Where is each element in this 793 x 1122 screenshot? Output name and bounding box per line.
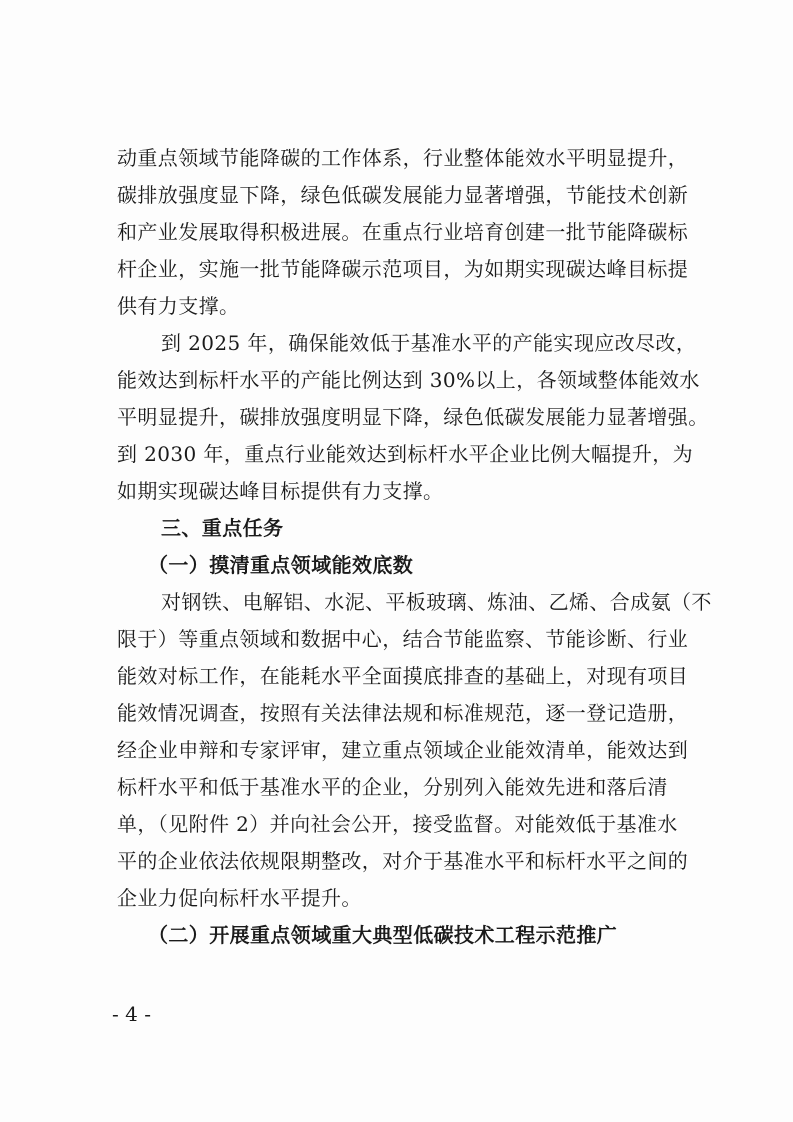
- paragraph-line: 杆企业，实施一批节能降碳示范项目，为如期实现碳达峰目标提: [117, 257, 689, 281]
- paragraph-line: 动重点领域节能降碳的工作体系，行业整体能效水平明显提升，: [117, 146, 689, 170]
- section-heading: 三、重点任务: [161, 516, 284, 540]
- paragraph-line: 标杆水平和低于基准水平的企业，分别列入能效先进和落后清: [117, 775, 668, 799]
- paragraph-line: 到 2025 年，确保能效低于基准水平的产能实现应改尽改，: [161, 331, 697, 355]
- subsection-heading: （二）开展重点领域重大典型低碳技术工程示范推广: [148, 923, 618, 947]
- paragraph-line: 如期实现碳达峰目标提供有力支撑。: [117, 479, 444, 503]
- paragraph-line: 和产业发展取得积极进展。在重点行业培育创建一批节能降碳标: [117, 220, 689, 244]
- paragraph-line: 对钢铁、电解铝、水泥、平板玻璃、炼油、乙烯、合成氨（不: [161, 590, 712, 614]
- paragraph-line: 碳排放强度显下降，绿色低碳发展能力显著增强，节能技术创新: [117, 183, 689, 207]
- paragraph-line: 平明显提升，碳排放强度明显下降，绿色低碳发展能力显著增强。: [117, 405, 709, 429]
- paragraph-line: 企业力促向标杆水平提升。: [117, 886, 362, 910]
- paragraph-line: 限于）等重点领域和数据中心，结合节能监察、节能诊断、行业: [117, 627, 689, 651]
- paragraph-line: 能效对标工作，在能耗水平全面摸底排查的基础上，对现有项目: [117, 664, 689, 688]
- paragraph-line: 能效情况调查，按照有关法律法规和标准规范，逐一登记造册，: [117, 701, 689, 725]
- subsection-heading: （一）摸清重点领域能效底数: [148, 553, 414, 577]
- page-number: - 4 -: [112, 1002, 151, 1026]
- paragraph-line: 到 2030 年，重点行业能效达到标杆水平企业比例大幅提升，为: [117, 442, 694, 466]
- paragraph-line: 能效达到标杆水平的产能比例达到 30%以上，各领域整体能效水: [117, 368, 700, 392]
- paragraph-line: 平的企业依法依规限期整改，对介于基准水平和标杆水平之间的: [117, 849, 689, 873]
- paragraph-line: 经企业申辩和专家评审，建立重点领域企业能效清单，能效达到: [117, 738, 689, 762]
- paragraph-line: 供有力支撑。: [117, 294, 240, 318]
- paragraph-line: 单，（见附件 2）并向社会公开，接受监督。对能效低于基准水: [117, 812, 678, 836]
